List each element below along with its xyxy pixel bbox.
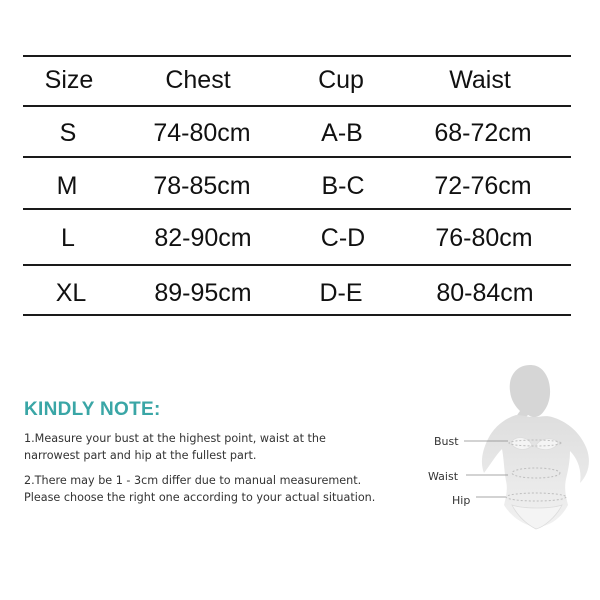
kindly-note-title: KINDLY NOTE: [24, 399, 161, 420]
chest-cell: 74-80cm [153, 119, 251, 147]
header-chest: Chest [165, 66, 231, 94]
note-line-2a: 2.There may be 1 - 3cm differ due to manual measurement. [24, 474, 362, 487]
cup-cell: B-C [321, 172, 365, 200]
waist-cell: 76-80cm [435, 224, 533, 252]
table-header-rule [23, 105, 571, 107]
body-silhouette-icon [420, 355, 600, 545]
bust-label: Bust [434, 435, 459, 448]
header-size: Size [44, 66, 94, 94]
size-cell: XL [55, 279, 87, 307]
header-cup: Cup [318, 66, 364, 94]
cup-cell: A-B [321, 119, 363, 147]
table-row-rule [23, 264, 571, 266]
waist-label: Waist [428, 470, 459, 483]
waist-cell: 80-84cm [436, 279, 534, 307]
note-line-1b: narrowest part and hip at the fullest part. [24, 449, 257, 462]
cup-cell: C-D [320, 224, 366, 252]
table-row-rule [23, 208, 571, 210]
chest-cell: 89-95cm [154, 279, 252, 307]
table-bottom-rule [23, 314, 571, 316]
hip-label: Hip [452, 494, 471, 507]
waist-cell: 72-76cm [434, 172, 532, 200]
body-measurement-figure [420, 355, 600, 545]
size-cell: M [56, 172, 78, 200]
size-cell: L [61, 224, 75, 252]
size-cell: S [59, 119, 77, 147]
header-waist: Waist [449, 66, 511, 94]
table-top-rule [23, 55, 571, 57]
note-line-2b: Please choose the right one according to your actual situation. [24, 491, 376, 504]
cup-cell: D-E [319, 279, 363, 307]
note-line-1a: 1.Measure your bust at the highest point, waist at the [24, 432, 326, 445]
waist-cell: 68-72cm [434, 119, 532, 147]
chest-cell: 82-90cm [154, 224, 252, 252]
table-row-rule [23, 156, 571, 158]
chest-cell: 78-85cm [153, 172, 251, 200]
